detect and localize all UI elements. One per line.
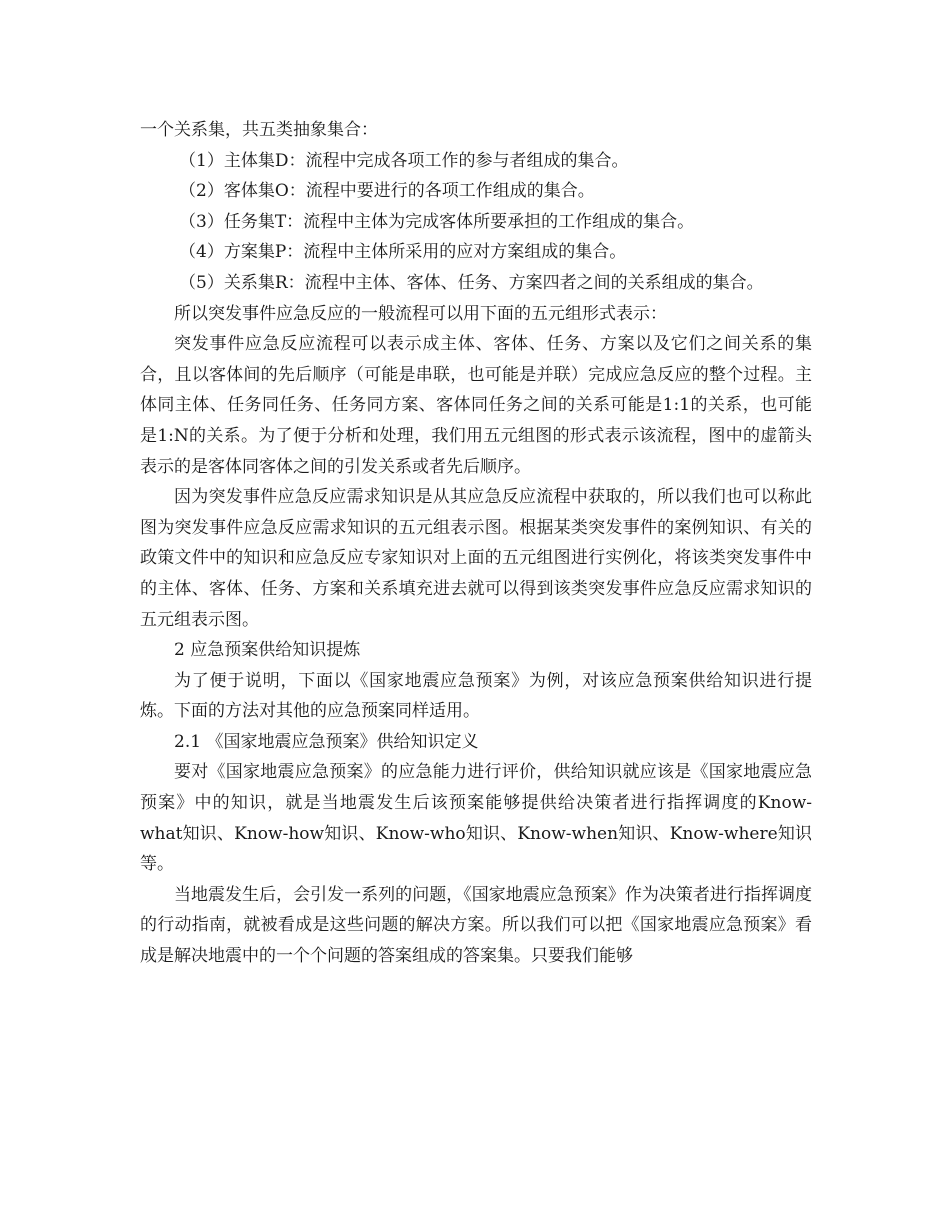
- paragraph: 所以突发事件应急反应的一般流程可以用下面的五元组形式表示：: [174, 303, 667, 324]
- set-item-plan: （4）方案集P：流程中主体所采用的应对方案组成的集合。: [179, 242, 627, 263]
- section-heading: 2 应急预案供给知识提炼: [174, 640, 361, 661]
- paragraph: 突发事件应急反应流程可以表示成主体、客体、任务、方案以及它们之间关系的集合，且以客体间的先后顺序（可能是串联，也可能是并联）完成应急反应的整个过程。主体同主体、任务同任务、任务同方案、客体同任务之间的关系可能是1:1的关系，也可能是1:N的关系。为了便于分析和处理，我们用五元组图的形式表示该流程，图中的虚箭头表示的是客体同客体之间的引发关系或者先后顺序。: [140, 334, 812, 477]
- document-body: [140, 115, 812, 972]
- paragraph: 当地震发生后，会引发一系列的问题，《国家地震应急预案》作为决策者进行指挥调度的行动指南，就被看成是这些问题的解决方案。所以我们可以把《国家地震应急预案》看成是解决地震中的一个个问题的答案组成的答案集。只要我们能够: [140, 884, 812, 967]
- set-item-object: （2）客体集O：流程中要进行的各项工作组成的集合。: [179, 181, 595, 202]
- paragraph: 因为突发事件应急反应需求知识是从其应急反应流程中获取的，所以我们也可以称此图为突发事件应急反应需求知识的五元组表示图。根据某类突发事件的案例知识、有关的政策文件中的知识和应急反应专家知识对上面的五元组图进行实例化，将该类突发事件中的主体、客体、任务、方案和关系填充进去就可以得到该类突发事件应急反应需求知识的五元组表示图。: [140, 487, 812, 630]
- lead-line: 一个关系集，共五类抽象集合：: [140, 120, 378, 140]
- set-item-task: （3）任务集T：流程中主体为完成客体所要承担的工作组成的集合。: [179, 211, 695, 232]
- set-item-relation: （5）关系集R：流程中主体、客体、任务、方案四者之间的关系组成的集合。: [179, 272, 764, 293]
- subsection-heading: 2.1 《国家地震应急预案》供给知识定义: [174, 731, 479, 752]
- paragraph: 为了便于说明，下面以《国家地震应急预案》为例，对该应急预案供给知识进行提炼。下面的方法对其他的应急预案同样适用。: [140, 670, 812, 722]
- set-item-subject: （1）主体集D：流程中完成各项工作的参与者组成的集合。: [179, 150, 629, 171]
- paragraph: 要对《国家地震应急预案》的应急能力进行评价，供给知识就应该是《国家地震应急预案》中的知识，就是当地震发生后该预案能够提供给决策者进行指挥调度的Know-what知识、Know-how知识、Know-who知识、Know-when知识、Know-where知识等。: [140, 762, 812, 875]
